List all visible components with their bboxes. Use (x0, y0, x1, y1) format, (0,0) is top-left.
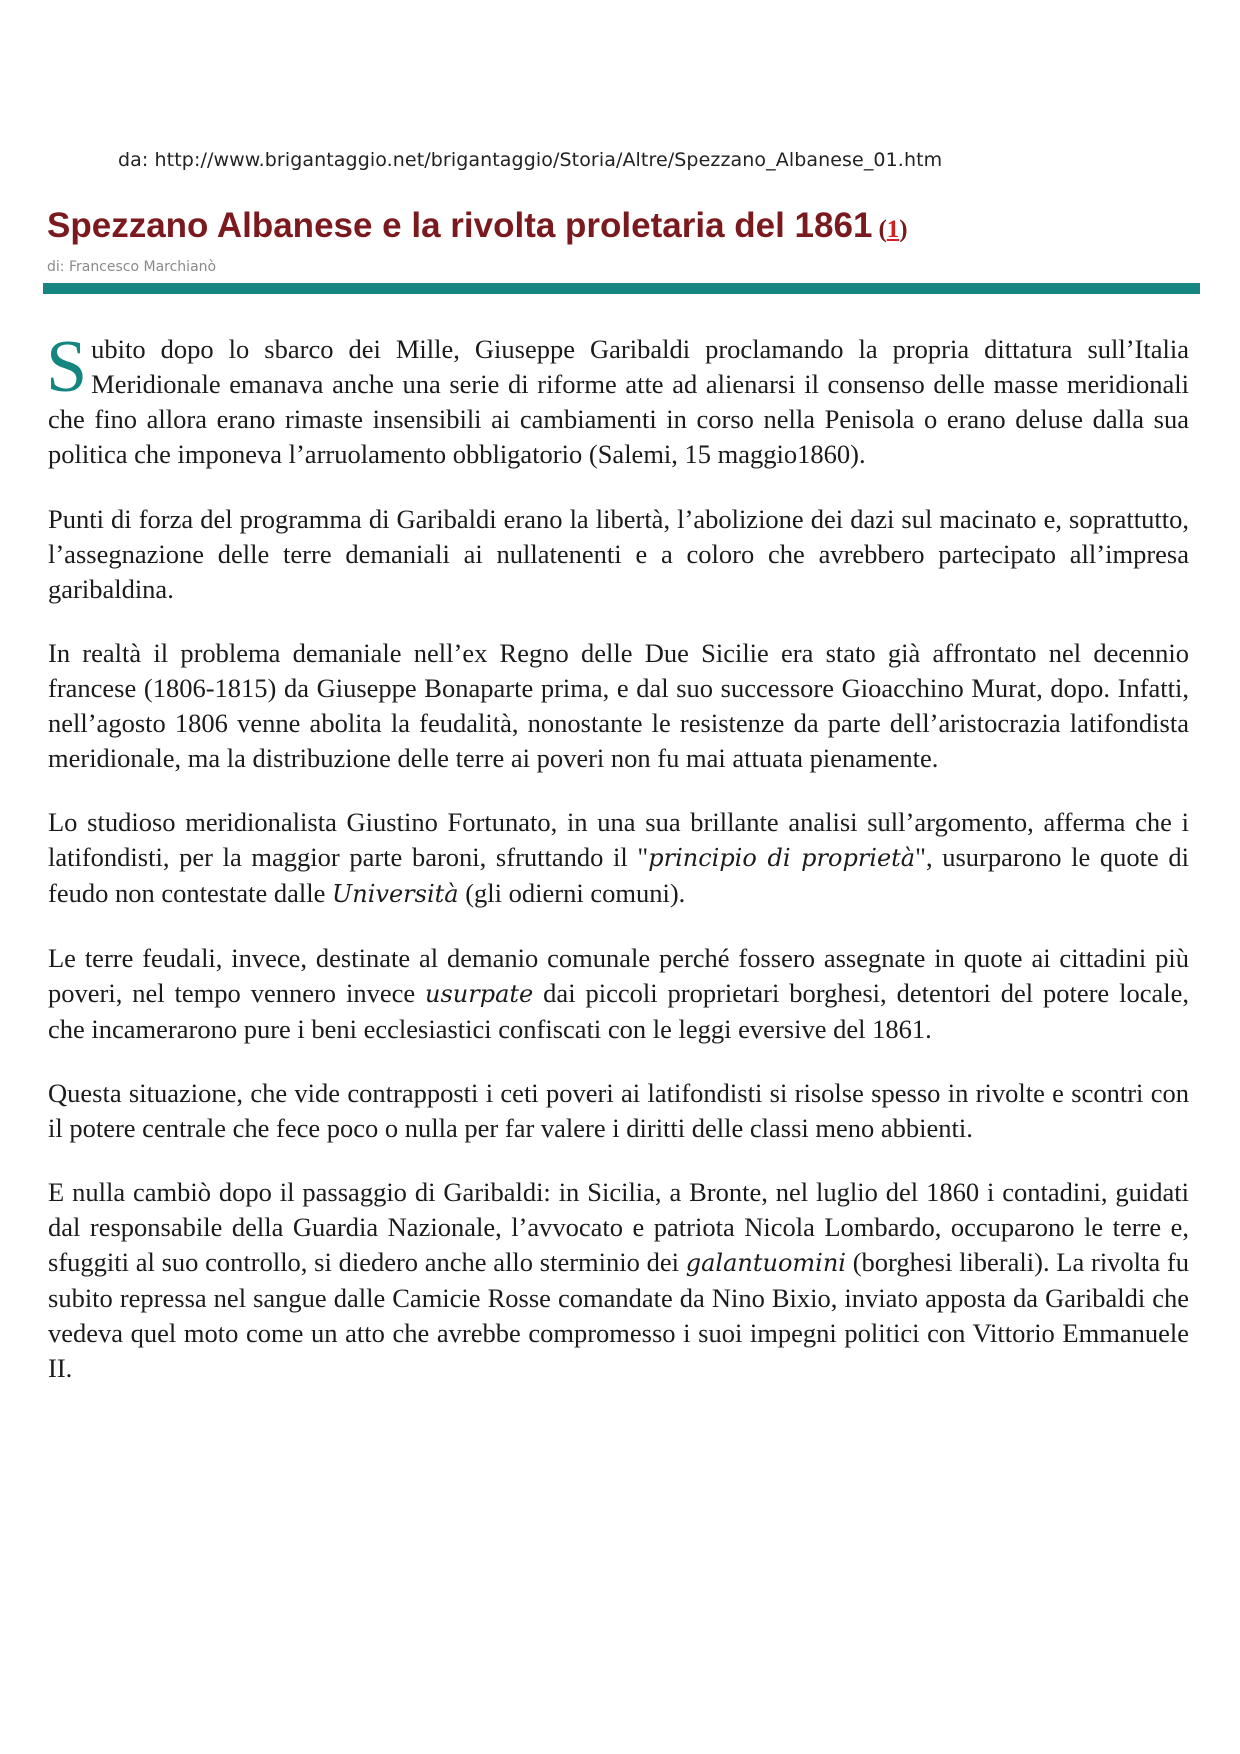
author-byline: di: Francesco Marchianò (47, 259, 217, 275)
paragraph-5: Le terre feudali, invece, destinate al demanio comunale perché fossero assegnate in quote ai cittadini più poveri, nel tempo vennero invece usurpate dai piccoli proprietari borghesi, detentori del potere locale, che incamerarono pure i beni ecclesiastici confiscati con le leggi eversive del 1861. (48, 943, 1189, 1044)
paragraph-2: Punti di forza del programma di Garibaldi erano la libertà, l’abolizione dei dazi sul macinato e, soprattutto, l’assegnazione delle terre demaniali ai nullatenenti e a coloro che avrebbero partecipato all’impresa garibaldina. (48, 504, 1189, 604)
paragraph-3: In realtà il problema demaniale nell’ex Regno delle Due Sicilie era stato già affrontato nel decennio francese (1806-1815) da Giuseppe Bonaparte prima, e dal suo successore Gioacchino Murat, dopo. Infatti, nell’agosto 1806 venne abolita la feudalità, nonostante le resistenze da parte dell’aristocrazia latifondista meridionale, ma la distribuzione delle terre ai poveri non fu mai attuata pienamente. (48, 638, 1189, 773)
italic-term: Università (332, 880, 459, 908)
article-body (46, 326, 1190, 1415)
paragraph-6: Questa situazione, che vide contrapposti i ceti poveri ai latifondisti si risolse spesso in rivolte e scontri con il potere centrale che fece poco o nulla per far valere i diritti delle classi meno abbienti. (48, 1078, 1189, 1143)
page-title (47, 206, 1197, 246)
italic-term: principio di proprietà (648, 844, 916, 872)
source-url-line: da: http://www.brigantaggio.net/brigantaggio/Storia/Altre/Spezzano_Albanese_01.htm (118, 149, 943, 171)
paragraph-4: Lo studioso meridionalista Giustino Fortunato, in una sua brillante analisi sull’argomento, afferma che i latifondisti, per la maggior parte baroni, sfruttando il "principio di proprietà", usurparono le quote di feudo non contestate dalle Università (gli odierni comuni). (48, 807, 1190, 908)
footnote-reference: (1) (878, 216, 908, 243)
drop-cap: S (46, 326, 88, 408)
paragraph-1: Subito dopo lo sbarco dei Mille, Giuseppe Garibaldi proclamando la propria dittatura sull’Italia Meridionale emanava anche una serie di riforme atte ad alienarsi il consenso delle masse meridionali che fino allora erano rimaste insensibili ai cambiamenti in corso nella Penisola o erano deluse dalla sua politica che imponeva l’arruolamento obbligatorio (Salemi, 15 maggio1860). (46, 326, 1189, 469)
title-text: Spezzano Albanese e la rivolta proletaria del 1861 (47, 206, 873, 245)
footnote-link[interactable]: 1 (886, 216, 900, 243)
italic-term: usurpate (425, 980, 534, 1008)
italic-term: galantuomini (685, 1249, 846, 1277)
paragraph-7: E nulla cambiò dopo il passaggio di Garibaldi: in Sicilia, a Bronte, nel luglio del 1860 i contadini, guidati dal responsabile della Guardia Nazionale, l’avvocato e patriota Nicola Lombardo, occuparono le terre e, sfuggiti al suo controllo, si diedero anche allo sterminio dei galantuomini (borghesi liberali). La rivolta fu subito repressa nel sangue dalle Camicie Rosse comandate da Nino Bixio, inviato apposta da Garibaldi che vedeva quel moto come un atto che avrebbe compromesso i suoi impegni politici con Vittorio Emmanuele II. (48, 1177, 1189, 1383)
header-divider (43, 283, 1200, 294)
